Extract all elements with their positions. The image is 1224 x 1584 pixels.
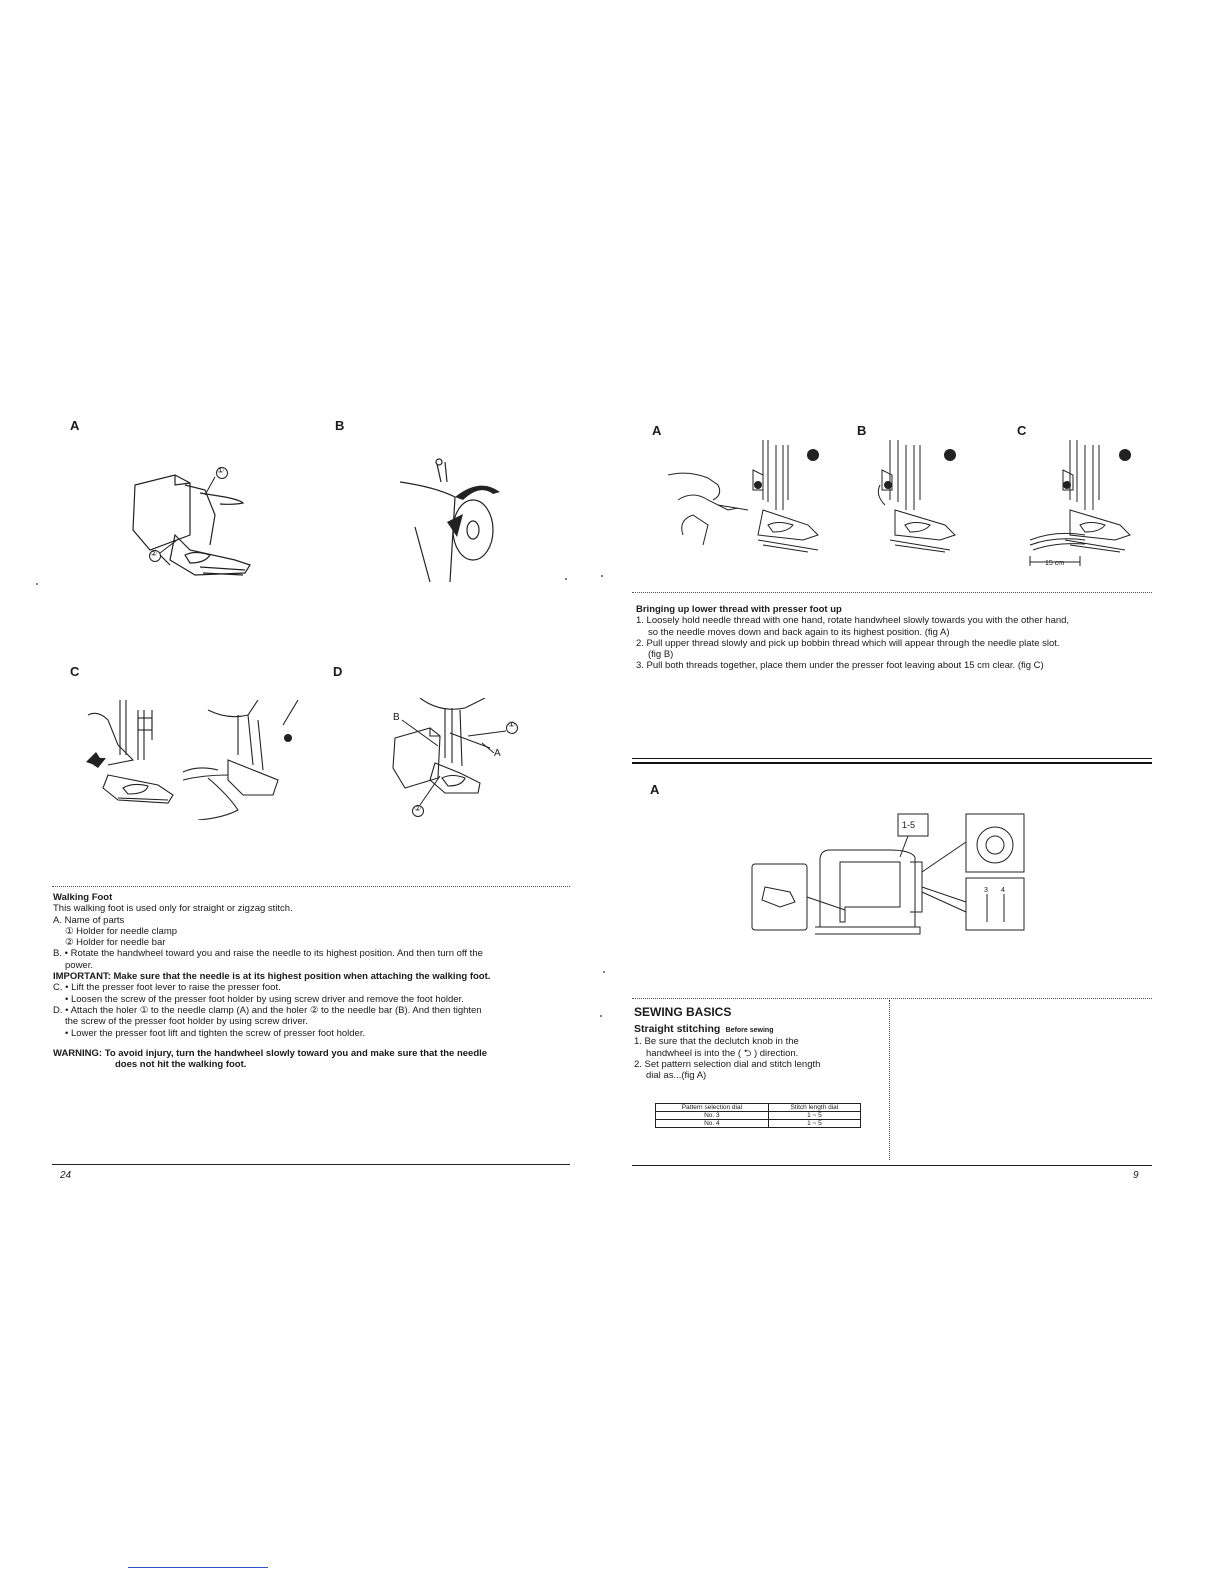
dial-settings-table [655,1103,861,1128]
distance-callout: 15 cm [1045,560,1065,567]
warning-line-2: does not hit the walking foot. [115,1059,247,1071]
pull-both-threads-illustration [1025,440,1155,570]
left-page-number: 24 [60,1170,72,1181]
table-cell: No. 4 [656,1120,769,1128]
callout-holder-needle-bar: ② [150,549,158,558]
line: This walking foot is used only for straight or zigzag stitch. [53,903,293,915]
thread-section-title: Bringing up lower thread with presser foot up [636,604,842,615]
table-header: Stitch length dial [768,1104,860,1112]
right-double-rule-top [632,758,1152,759]
line: D. • Attach the holer ① to the needle clamp (A) and the holer ② to the needle bar (B). And then tighten [53,1004,482,1016]
line: • Lower the presser foot lift and tighten the screw of presser foot holder. [65,1027,366,1039]
scan-speck [565,578,567,580]
sewing-basics-title: SEWING BASICS [634,1005,732,1019]
warning-line-1: WARNING: To avoid injury, turn the handwheel slowly toward you and make sure that the needle [53,1047,488,1059]
rotate-handwheel-illustration [395,452,515,587]
before-sewing-note: Before sewing [725,1027,774,1034]
line: A. Name of parts [53,914,125,926]
line: 1. Be sure that the declutch knob in the [634,1036,799,1048]
straight-stitching-title: Straight stitching [634,1023,721,1035]
figure-label-b: B [335,418,345,433]
scan-speck [36,583,38,585]
left-footer-rule [52,1164,570,1165]
thread-figure-label-b: B [857,423,867,438]
right-page-number: 9 [1133,1170,1139,1181]
table-cell: 1 ~ 5 [768,1112,860,1120]
walking-foot-instructions [53,892,573,1070]
line: the screw of the presser foot holder by using screw driver. [65,1016,308,1028]
column-separator [889,1000,890,1160]
bottom-link-line [128,1567,268,1568]
line: handwheel is into the ( ⮌ ) direction. [646,1047,799,1059]
right-double-rule-bottom [632,762,1152,764]
scan-speck [601,575,603,577]
line: power. [65,959,93,971]
line: 3. Pull both threads together, place them under the presser foot leaving about 15 cm clear. (fig C) [636,660,1044,672]
sewing-basics-instructions [634,1024,884,1081]
thread-figure-label-a: A [652,423,662,438]
table-header: Pattern selection dial [656,1104,769,1112]
scan-speck [603,971,605,973]
line: C. • Lift the presser foot lever to raise the presser foot. [53,982,281,994]
line: ① Holder for needle clamp [65,925,178,937]
sewing-basics-divider [632,998,1152,999]
stitch-length-range-callout: 1-5 [902,820,916,830]
line: (fig B) [648,649,674,661]
line: B. • Rotate the handwheel toward you and raise the needle to its highest position. And then turn off the [53,948,483,960]
scan-speck [600,1015,602,1017]
thread-instructions [636,604,1156,672]
pattern-3-callout: 3 [984,887,988,894]
right-footer-rule [632,1165,1152,1166]
line: ② Holder for needle bar [65,937,166,949]
line: 2. Set pattern selection dial and stitch length [634,1058,821,1070]
line: 2. Pull upper thread slowly and pick up bobbin thread which will appear through the needle plate slot. [636,637,1060,649]
attach-walking-foot-illustration [390,698,520,823]
walking-foot-title: Walking Foot [53,892,113,903]
machine-settings-illustration [750,812,1030,937]
figure-label-d: D [333,664,343,679]
line: dial as...(fig A) [646,1070,707,1082]
line: 1. Loosely hold needle thread with one hand, rotate handwheel slowly towards you with the other hand, [636,615,1070,627]
settings-figure-label-a: A [650,782,660,797]
callout-d-holder-2: ② [414,804,422,813]
figure-label-c: C [70,664,80,679]
thread-figure-label-c: C [1017,423,1027,438]
callout-d-needle-bar: B [393,712,400,723]
figure-label-a: A [70,418,80,433]
left-section-divider [52,886,570,887]
callout-holder-needle-clamp: ① [217,466,225,475]
right-top-divider [632,592,1152,593]
callout-d-holder-1: ① [508,720,516,729]
table-cell: 1 ~ 5 [768,1120,860,1128]
dial-settings-table-wrap [655,1103,861,1128]
hold-thread-illustration [668,440,833,560]
remove-foot-holder-illustration [78,700,318,820]
important-note: IMPORTANT: Make sure that the needle is at its highest position when attaching the walking foot. [53,971,491,983]
table-cell: No. 3 [656,1112,769,1120]
walking-foot-parts-illustration [115,455,265,600]
callout-d-needle-clamp: A [494,748,501,759]
pattern-4-callout: 4 [1001,887,1005,894]
line: • Loosen the screw of the presser foot holder by using screw driver and remove the foot holder. [65,993,464,1005]
line: so the needle moves down and back again to its highest position. (fig A) [648,626,950,638]
pull-upper-thread-illustration [870,440,980,560]
